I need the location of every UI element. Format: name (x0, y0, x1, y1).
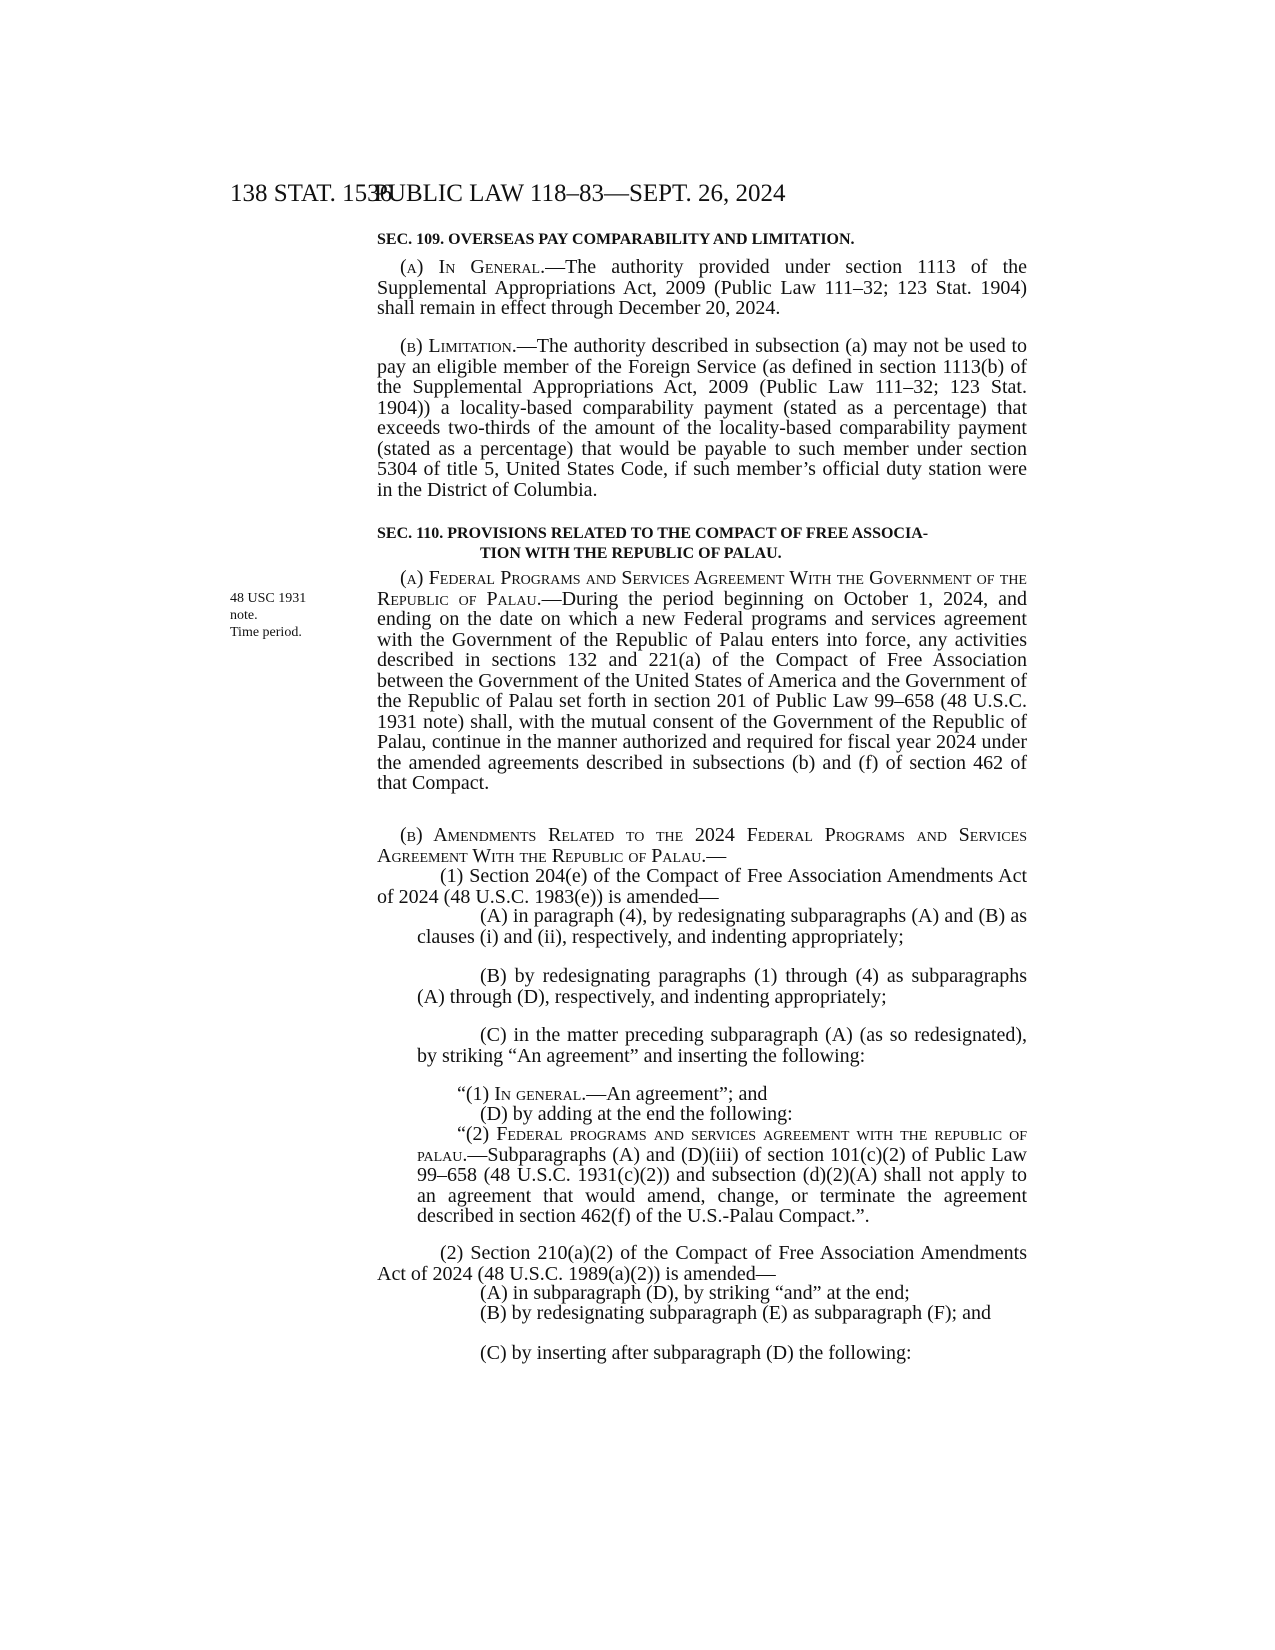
para-2-A-text: (A) in subparagraph (D), by striking “and” at the end; (480, 1282, 910, 1304)
sec-110-a (377, 568, 1027, 794)
para-1-C-text: (C) in the matter preceding subparagraph (A) (as so redesignated), by striking “An agreement” and inserting the following: (417, 1024, 1027, 1067)
sec-109-b-text: —The authority described in subsection (a) may not be used to pay an eligible member of the Foreign Service (as defined in section 1113(b) of the Supplemental Appropriations Act, 2009 (Public Law 111–32; 123 Stat. 1904)) a locality-based comparability payment (stated as a percentage) that exceeds two-thirds of the amount of the locality-based comparability payment (stated as a percentage) that would be payable to such member under section 5304 of title 5, United States Code, if such member’s official duty station were in the District of Columbia. (377, 335, 1028, 501)
quote-1 (457, 1084, 1027, 1105)
margin-note (230, 590, 306, 641)
sec-110-b-heading (377, 825, 1027, 866)
quote-1-label: n general. (500, 1083, 587, 1105)
para-2 (377, 1243, 1027, 1284)
para-1-A-text: (A) in paragraph (4), by redesignating subparagraphs (A) and (B) as clauses (i) and (ii), respectively, and indenting appropriately; (417, 905, 1027, 948)
sec-110-heading-line2: TION WITH THE REPUBLIC OF PALAU. (480, 545, 782, 562)
para-1 (377, 866, 1027, 907)
quote-2-label: Federal programs and services agreement with the republic of palau. (417, 1123, 1027, 1166)
para-2-B-text: (B) by redesignating subparagraph (E) as subparagraph (F); and (480, 1302, 991, 1324)
para-2-B (417, 1303, 1027, 1324)
para-1-C (417, 1025, 1027, 1066)
para-1-D-text: (D) by adding at the end the following: (480, 1103, 793, 1125)
sec-110-a-label: (a) Federal Programs and Services Agreement With the Government of the Republic of Palau. (377, 567, 1027, 610)
sec-109-a-text: —The authority provided under section 1113 of the Supplemental Appropriations Act, 2009 (Public Law 111–32; 123 Stat. 1904) shall remain in effect through December 20, 2024. (377, 256, 1027, 319)
sec-110-heading (377, 524, 1027, 564)
quote-2-post: —Subparagraphs (A) and (D)(iii) of section 101(c)(2) of Public Law 99–658 (48 U.S.C. 1931(c)(2)) and subsection (d)(2)(A) shall not apply to an agreement that would amend, change, or terminate the agreement described in section 462(f) of the U.S.-Palau Compact.”. (417, 1143, 1027, 1227)
sec-109-a-label: (a) In General. (400, 256, 546, 278)
sec-109-b (377, 336, 1027, 500)
page-header (230, 180, 1030, 220)
stat-citation: 138 STAT. 1536 (230, 180, 393, 207)
margin-note-line3: Time period. (230, 625, 302, 640)
sec-110-b-label: (b) Amendments Related to the 2024 Federal Programs and Services Agreement With the Republic of Palau.— (377, 824, 1027, 867)
sec-110-a-text: —During the period beginning on October 1, 2024, and ending on the date on which a new Federal programs and services agreement with the Government of the Republic of Palau enters into force, any activities described in sections 132 and 221(a) of the Compact of Free Association between the Government of the United States of America and the Government of the Republic of Palau set forth in section 201 of Public Law 99–658 (48 U.S.C. 1931 note) shall, with the mutual consent of the Government of the Republic of Palau, continue in the manner authorized and required for fiscal year 2024 under the amended agreements described in subsections (b) and (f) of section 462 of that Compact. (377, 587, 1027, 794)
sec-109-a (377, 257, 1027, 319)
para-1-D (480, 1104, 1027, 1125)
para-2-A (417, 1283, 1027, 1304)
quote-2-pre: “(2) (457, 1123, 497, 1145)
quote-1-pre: “(1) I (457, 1083, 501, 1105)
para-1-text: (1) Section 204(e) of the Compact of Free Association Amendments Act of 2024 (48 U.S.C. 1983(e)) is amended— (377, 865, 1027, 908)
para-2-C-text: (C) by inserting after subparagraph (D) the following: (480, 1342, 912, 1364)
margin-note-line1: 48 USC 1931 (230, 591, 307, 606)
para-2-text: (2) Section 210(a)(2) of the Compact of Free Association Amendments Act of 2024 (48 U.S.C. 1989(a)(2)) is amended— (377, 1242, 1027, 1285)
sec-109-heading: SEC. 109. OVERSEAS PAY COMPARABILITY AND LIMITATION. (377, 231, 855, 248)
quote-2 (417, 1124, 1027, 1227)
sec-110-heading-line1: SEC. 110. PROVISIONS RELATED TO THE COMPACT OF FREE ASSOCIA- (377, 525, 929, 542)
para-1-B (417, 966, 1027, 1007)
sec-109-b-label: (b) Limitation. (400, 335, 517, 357)
para-2-C (417, 1343, 1027, 1364)
para-1-A (417, 906, 1027, 947)
para-1-B-text: (B) by redesignating paragraphs (1) through (4) as subparagraphs (A) through (D), respectively, and indenting appropriately; (417, 965, 1027, 1008)
law-title: PUBLIC LAW 118–83—SEPT. 26, 2024 (374, 180, 786, 207)
quote-1-post: —An agreement”; and (586, 1083, 768, 1105)
margin-note-line2: note. (230, 608, 258, 623)
